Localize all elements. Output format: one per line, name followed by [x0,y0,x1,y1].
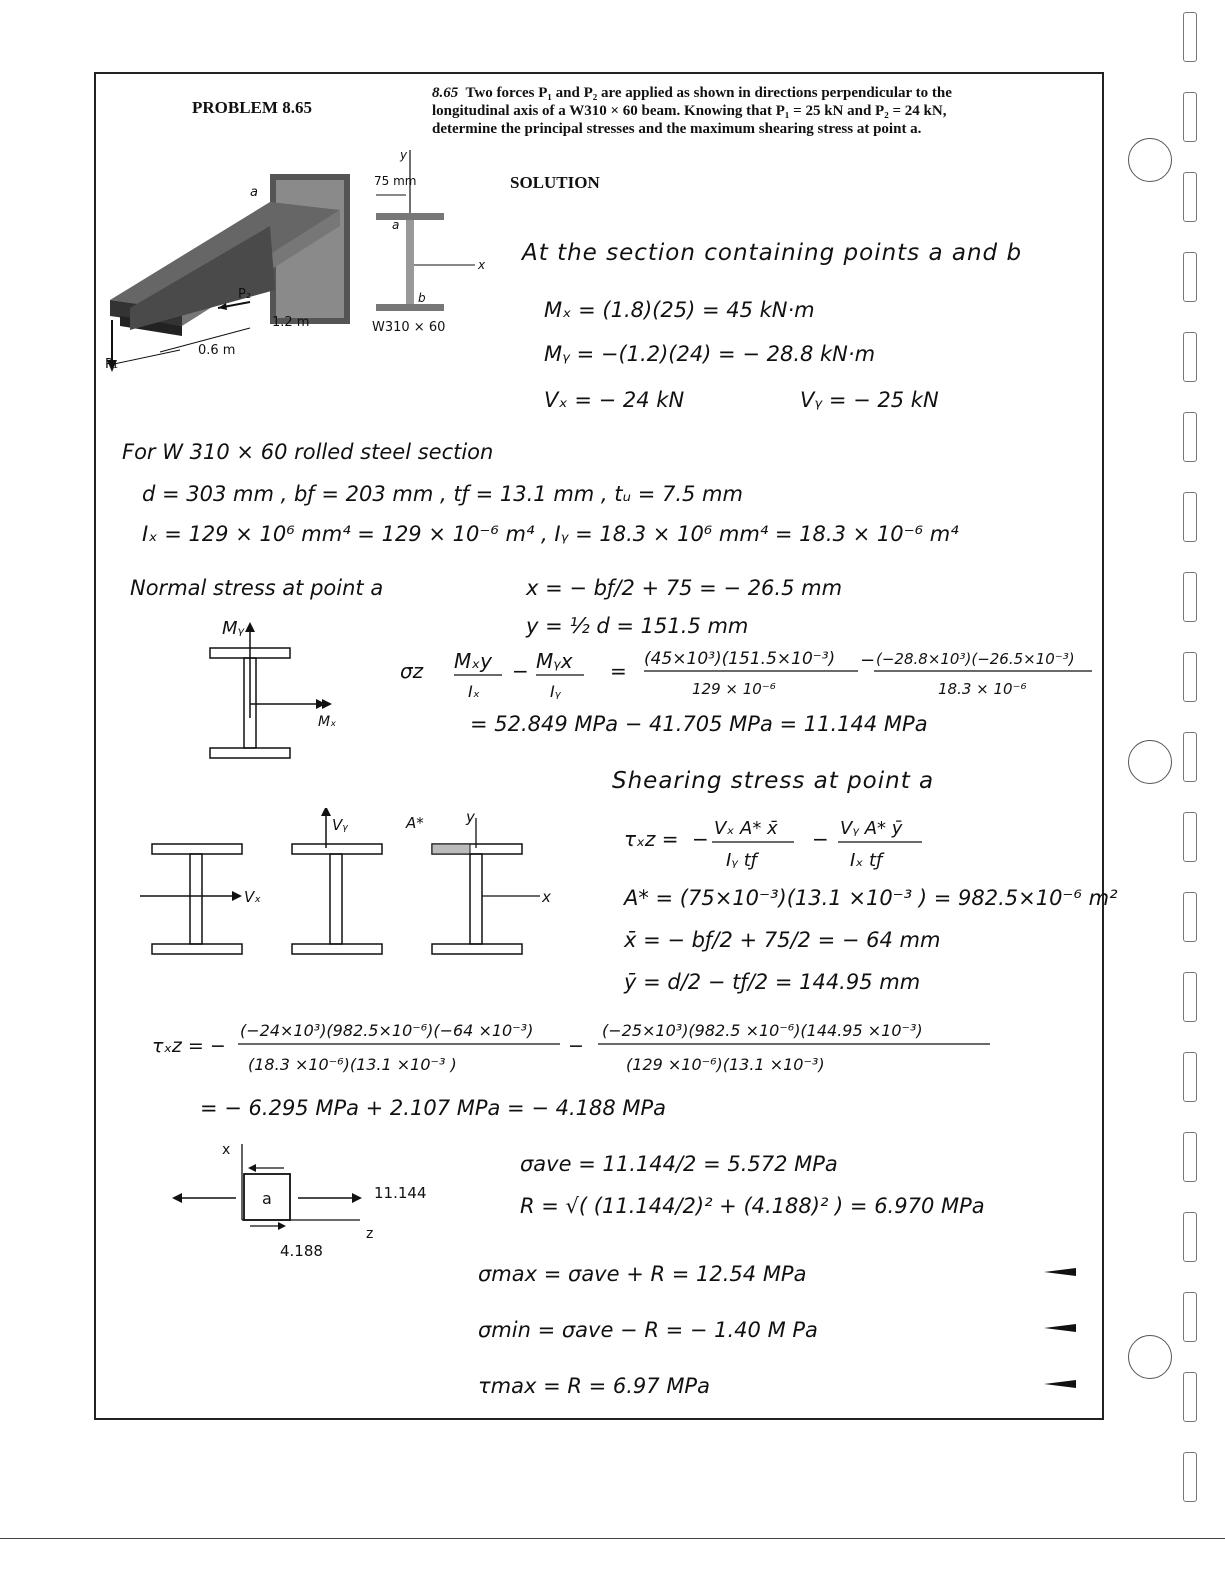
binder-tab [1183,892,1197,942]
binder-ring [1128,740,1172,784]
svg-text:−: − [568,1035,584,1057]
tau-t2-num: Vᵧ A* ȳ [840,818,903,839]
section-point-b: b [418,291,426,305]
tau-calc-lhs: τₓz = − [152,1035,226,1057]
binder-tab [1183,652,1197,702]
tau-t1-num: Vₓ A* x̄ [714,818,778,839]
binder-tab [1183,1132,1197,1182]
problem-statement [432,84,952,138]
element-sigma-value: 11.144 [374,1184,427,1202]
binder-tab [1183,92,1197,142]
sigma-formula [398,642,1098,712]
binder-tab [1183,812,1197,862]
section-point-a: a [392,218,400,232]
figure-dim-0-6: 0.6 m [198,343,236,358]
statement-line-1: Two forces P₁ and P₂ are applied as shown in directions perpendicular to the [465,85,952,101]
label-sketch-x: x [542,888,551,906]
sigma-result: = 52.849 MPa − 41.705 MPa = 11.144 MPa [470,712,928,736]
tau-formula [622,810,942,874]
w-section-figure [360,145,500,345]
element-z-label: z [366,1226,374,1242]
binder-tab [1183,252,1197,302]
tau-max: τmax = R = 6.97 MPa [478,1374,710,1398]
sigma-t2-num: Mᵧx [536,649,573,673]
figure-axis-y: y [400,148,408,162]
binder-tab [1183,412,1197,462]
section-bottom-flange [376,304,444,311]
statement-line-2: longitudinal axis of a W310 × 60 beam. Knowing that P₁ = 25 kN and P₂ = 24 kN, [432,103,947,119]
normal-stress-sketch [200,618,360,768]
element-tau-value: 4.188 [280,1242,323,1260]
binder-tab [1183,1212,1197,1262]
normal-stress-title: Normal stress at point a [130,576,384,600]
tau-calc-den1: (18.3 ×10⁻⁶)(13.1 ×10⁻³ ) [248,1055,457,1074]
sigma-num2: (−28.8×10³)(−26.5×10⁻³) [876,650,1075,668]
y-coordinate: y = ½ d = 151.5 mm [526,614,749,638]
shear-stress-title: Shearing stress at point a [612,768,935,794]
tau-t1-den: Iᵧ tƒ [726,850,758,871]
sigma-t1-den: Iₓ [468,682,480,701]
x-bar: x̄ = − bƒ/2 + 75/2 = − 64 mm [624,928,941,952]
figure-dim-1-2: 1.2 m [272,315,310,330]
figure-dim-75: 75 mm [374,174,417,188]
shear-flow-sketches [140,808,570,968]
binder-tab [1183,172,1197,222]
tau-result: = − 6.295 MPa + 2.107 MPa = − 4.188 MPa [200,1096,667,1120]
section-top-flange [376,213,444,220]
binder-ring [1128,138,1172,182]
y-bar: ȳ = d/2 − tƒ/2 = 144.95 mm [624,970,921,994]
figure-force-p2: P₂ [238,287,252,302]
section-web [406,220,414,304]
shear-vx: Vₓ = − 24 kN [544,388,685,412]
answer-marker [1044,1268,1076,1276]
svg-text:−: − [860,650,876,671]
label-a-star: A* [406,814,424,832]
svg-text:−: − [812,827,829,851]
figure-axis-x: x [478,258,486,272]
sigma-average: σave = 11.144/2 = 5.572 MPa [520,1152,838,1176]
binder-tab [1183,12,1197,62]
tau-calculation [150,1014,1000,1084]
section-name: W310 × 60 [372,320,446,335]
binder-tab [1183,1292,1197,1342]
label-sketch-y: y [466,808,475,826]
page-edge-line [0,1538,1225,1539]
label-my: Mᵧ [222,618,245,639]
section-properties-2: Iₓ = 129 × 10⁶ mm⁴ = 129 × 10⁻⁶ m⁴ , Iᵧ = 18.3 × 10⁶ mm⁴ = 18.3 × 10⁻⁶ m⁴ [142,522,959,546]
binder-tab [1183,972,1197,1022]
svg-text:−: − [512,659,529,683]
binder-tab [1183,732,1197,782]
tau-lhs: τₓz = [624,827,679,851]
sigma-den1: 129 × 10⁻⁶ [692,680,776,698]
section-title: For W 310 × 60 rolled steel section [122,440,494,464]
binder-tab [1183,572,1197,622]
shear-vy: Vᵧ = − 25 kN [800,388,939,412]
sigma-den2: 18.3 × 10⁻⁶ [938,680,1027,698]
binder-ring [1128,1335,1172,1379]
figure-point-a: a [250,185,258,200]
section-properties-1: d = 303 mm , bƒ = 203 mm , tƒ = 13.1 mm , tᵤ = 7.5 mm [142,482,743,506]
moment-my: Mᵧ = −(1.2)(24) = − 28.8 kN·m [544,342,876,366]
sigma-lhs: σz [400,659,424,683]
answer-marker [1044,1380,1076,1388]
element-x-label: x [222,1142,231,1158]
stress-element-sketch [160,1140,450,1270]
sigma-max: σmax = σave + R = 12.54 MPa [478,1262,807,1286]
binder-tab [1183,332,1197,382]
label-mx: Mₓ [318,714,337,730]
binder-tab [1183,1372,1197,1422]
tau-calc-den2: (129 ×10⁻⁶)(13.1 ×10⁻³) [626,1055,825,1074]
intro-line: At the section containing points a and b [522,240,1023,266]
tau-calc-num2: (−25×10³)(982.5 ×10⁻⁶)(144.95 ×10⁻³) [602,1021,923,1040]
answer-marker [1044,1324,1076,1332]
solution-heading: SOLUTION [510,173,600,192]
binder-tab [1183,1052,1197,1102]
moment-mx: Mₓ = (1.8)(25) = 45 kN·m [544,298,815,322]
tau-calc-num1: (−24×10³)(982.5×10⁻⁶)(−64 ×10⁻³) [240,1021,534,1040]
svg-text:=: = [610,659,627,683]
binder-tab [1183,492,1197,542]
r-value: R = √( (11.144/2)² + (4.188)² ) = 6.970 MPa [520,1194,985,1218]
problem-label: PROBLEM 8.65 [192,98,312,117]
a-star: A* = (75×10⁻³)(13.1 ×10⁻³ ) = 982.5×10⁻⁶ m² [624,886,1118,910]
label-vx: Vₓ [244,888,261,906]
problem-number: 8.65 [432,85,459,101]
svg-text:−: − [692,827,709,851]
label-vy: Vᵧ [332,816,348,834]
sigma-t1-num: Mₓy [454,649,492,673]
sigma-t2-den: Iᵧ [550,682,561,701]
statement-line-3: determine the principal stresses and the maximum shearing stress at point a. [432,121,922,137]
sigma-min: σmin = σave − R = − 1.40 M Pa [478,1318,818,1342]
figure-force-p1: P₁ [105,357,119,372]
binder-tab [1183,1452,1197,1502]
element-a-label: a [262,1189,272,1208]
sigma-num1: (45×10³)(151.5×10⁻³) [644,649,836,669]
tau-t2-den: Iₓ tƒ [850,850,883,871]
x-coordinate: x = − bƒ/2 + 75 = − 26.5 mm [526,576,843,600]
